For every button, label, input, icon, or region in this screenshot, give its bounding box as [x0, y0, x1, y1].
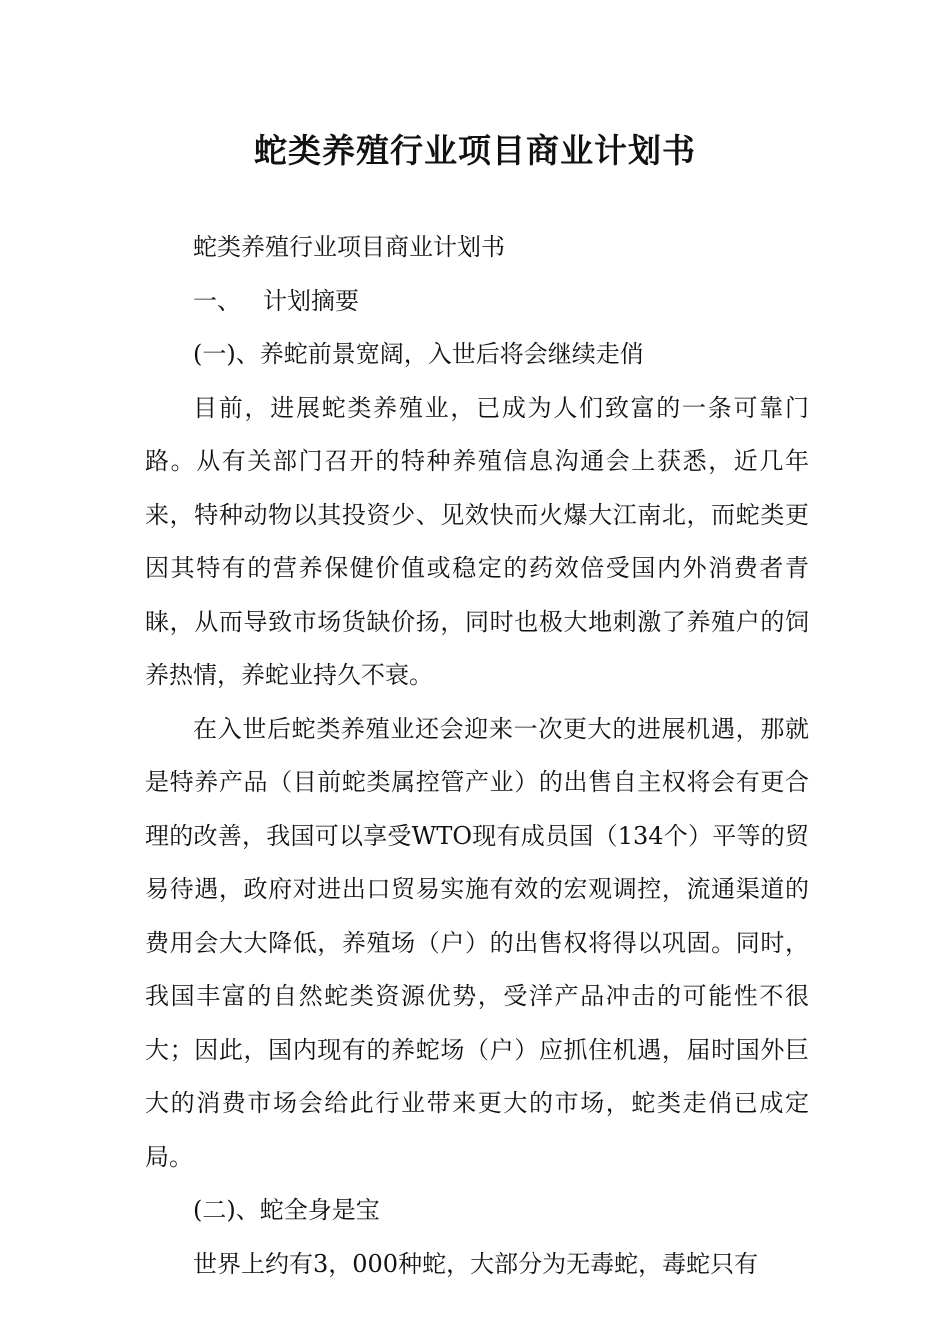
- section-title: 计划摘要: [263, 286, 359, 315]
- paragraph-2: 在入世后蛇类养殖业还会迎来一次更大的进展机遇，那就是特养产品（目前蛇类属控管产业）的出售自主权将会有更合理的改善，我国可以享受WTO现有成员国（134个）平等的贸易待遇，政府对进出口贸易实施有效的宏观调控，流通渠道的费用会大大降低，养殖场（户）的出售权将得以巩固。同时，我国丰富的自然蛇类资源优势，受洋产品冲击的可能性不很大；因此，国内现有的养蛇场（户）应抓住机遇，届时国外巨大的消费市场会给此行业带来更大的市场，蛇类走俏已成定局。: [145, 714, 809, 1171]
- paragraph-3: 世界上约有3，000种蛇，大部分为无毒蛇，毒蛇只有: [193, 1249, 759, 1278]
- subsection-heading-2: (二)、蛇全身是宝: [193, 1196, 380, 1224]
- subsection-heading-1: (一)、养蛇前景宽阔，入世后将会继续走俏: [193, 340, 644, 368]
- paragraph-1: 目前，进展蛇类养殖业，已成为人们致富的一条可靠门路。从有关部门召开的特种养殖信息沟通会上获悉，近几年来，特种动物以其投资少、见效快而火爆大江南北，而蛇类更因其特有的营养保健价值或稳定的药效倍受国内外消费者青睐，从而导致市场货缺价扬，同时也极大地刺激了养殖户的饲养热情，养蛇业持久不衰。: [145, 393, 809, 689]
- subtitle-line: 蛇类养殖行业项目商业计划书: [193, 233, 505, 261]
- document-title: 蛇类养殖行业项目商业计划书: [254, 131, 696, 170]
- section-number: 一、: [193, 286, 241, 315]
- document-body: [145, 221, 809, 1291]
- section-heading: [145, 275, 809, 329]
